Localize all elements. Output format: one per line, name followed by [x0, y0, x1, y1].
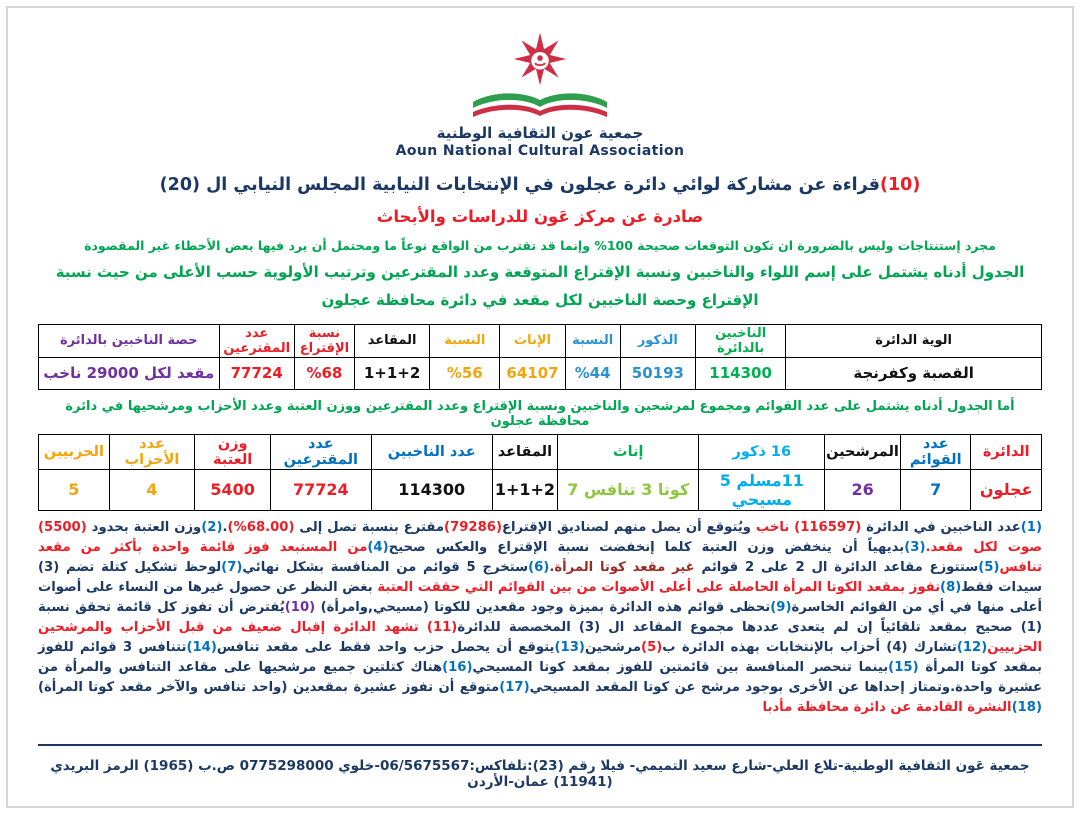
- lists-candidates-value-9: 4: [109, 469, 195, 510]
- analysis-segment-28: يُفترض أن تفوز كل قائمة تحقق نسبة (1) صحيح بمقعد تلقائياً إن لم يتعدى عددها مجموع المقاعد ال (3) المخصصة للدائرة: [38, 599, 1042, 635]
- lists-candidates-value-1: 7: [900, 469, 971, 510]
- district-summary-header-5: النسبة: [430, 324, 500, 357]
- analysis-segment-31: (12): [956, 639, 988, 655]
- analysis-segment-8: (2): [201, 519, 223, 535]
- analysis-segment-5: مقترع بنسبة تصل إلى: [294, 519, 445, 535]
- analysis-segment-3: ويُتوقع أن يصل منهم لصناديق الإقتراع: [501, 519, 756, 535]
- lists-candidates-header-7: عدد المقترعين: [270, 434, 371, 469]
- analysis-segment-32: تشارك (4) أحزاب بالإنتخابات بهذه الدائرة ب: [662, 639, 957, 655]
- table2-intro-text: أما الجدول أدناه يشتمل على عدد القوائم ومجموع لمرشحين والناخبين ونسبة الإقتراع وعدد المقترعين ووزن العتبة وعدد الأحزاب ومرشحيها في دائرة محافظة عجلون: [65, 398, 1015, 429]
- lists-candidates-value-5: 1+1+2: [492, 469, 558, 510]
- page-title-text: قراءة عن مشاركة لوائي دائرة عجلون في الإنتخابات النيابية المجلس النيابي ال (20): [159, 175, 880, 195]
- analysis-segment-44: متوقع أن تفوز عشيرة بمقعدين (واحد تنافس والآخر مقعد كوتا المرأة): [38, 679, 500, 695]
- contact-footer: جمعية عَون الثقافية الوطنية-تلاع العلي-شارع سعيد التميمي- فيلا رقم (23):تلفاكس:06/5675567-خلوي 0775298000 ص.ب (1965) الرمز البريدي (11941) عمان-الأردن: [50, 757, 1030, 790]
- district-summary-header-6: المقاعد: [354, 324, 429, 357]
- analysis-segment-36: يتوقع أن يحصل حزب واحد فقط على مقعد تنافس: [216, 639, 555, 655]
- analysis-segment-38: تتنافس 3 قوائم للفوز بمقعد كوتا المرأة: [38, 639, 1042, 675]
- analysis-segment-1: عدد الناخبين في الدائرة: [861, 519, 1021, 535]
- district-summary-value-7: %68: [294, 357, 354, 389]
- analysis-segment-27: (10): [284, 599, 316, 615]
- analysis-segment-9: وزن العتبة بحدود: [86, 519, 202, 535]
- analysis-segment-21: لوحظ تشكيل كتلة تضم (3) سيدات فقط: [38, 559, 1042, 595]
- analysis-segment-25: (9): [770, 599, 792, 615]
- footer-divider: [38, 744, 1042, 746]
- analysis-segment-45: (18): [1011, 699, 1042, 715]
- analysis-segment-20: (7): [221, 559, 243, 575]
- lists-candidates-header-1: عدد القوائم: [900, 434, 971, 469]
- analysis-segment-46: النشرة القادمة عن دائرة محافظة مأدبا: [762, 699, 1012, 715]
- lists-candidates-value-8: 5400: [195, 469, 271, 510]
- analysis-segment-29: (11): [426, 619, 458, 635]
- open-book-icon: [465, 88, 615, 122]
- analysis-segment-37: (14): [186, 639, 217, 655]
- analysis-segment-42: هناك كتلتين جميع مرشحيها على مقاعد التنافس والمرأة من عشيرة واحدة.وتمتاز إحداها عن الأخرى بوجود مرشح عن كوتا المقعد المسيحي: [38, 659, 1042, 695]
- analysis-segment-19: ستخرج 5 قوائم من المنافسة بشكل نهائي: [242, 559, 529, 575]
- lists-candidates-header-0: الدائرة: [971, 434, 1042, 469]
- district-summary-header-3: النسبة: [565, 324, 620, 357]
- district-summary-table: [38, 324, 1042, 390]
- analysis-segment-16: ستتوزع مقاعد الدائرة ال 2 على 2 قوائم: [694, 559, 979, 575]
- district-summary-value-0: القصبة وكفرنجة: [786, 357, 1042, 389]
- analysis-segment-40: بينما تنحصر المنافسة بين قائمتين للفوز بمقعد كوتا المسيحي: [472, 659, 889, 675]
- district-summary-value-6: 1+1+2: [354, 357, 429, 389]
- lists-candidates-value-6: 114300: [371, 469, 492, 510]
- analysis-segment-11: (3): [904, 539, 926, 555]
- analysis-segment-22: (8): [940, 579, 962, 595]
- lists-candidates-header-10: الحزبيين: [39, 434, 110, 469]
- district-summary-header-0: الوية الدائرة: [786, 324, 1042, 357]
- lists-candidates-value-7: 77724: [270, 469, 371, 510]
- jordan-star-icon: [509, 30, 571, 88]
- association-name-english: Aoun National Cultural Association: [395, 143, 685, 159]
- association-name-arabic: جمعية عون الثقافية الوطنية: [436, 124, 644, 142]
- analysis-segment-0: (1): [1020, 519, 1042, 535]
- district-summary-value-2: 50193: [620, 357, 695, 389]
- analysis-segment-7: .: [222, 519, 228, 535]
- issuer-line: صادرة عن مركز عَون للدراسات والأبحاث: [376, 207, 704, 226]
- analysis-segment-12: بديهياً أن ينخفض وزن العتبة كلما إنخفضت نسبة الإقتراع والعكس صحيح: [388, 539, 905, 555]
- analysis-segment-4: (79286): [444, 519, 502, 535]
- lists-candidates-header-9: عدد الأحزاب: [109, 434, 195, 469]
- association-logo: [38, 30, 1042, 159]
- page-title: [38, 175, 1042, 195]
- lists-candidates-header-3: 16 ذكور: [699, 434, 825, 469]
- lists-candidates-table: [38, 434, 1042, 511]
- lists-candidates-header-8: وزن العتبة: [195, 434, 271, 469]
- lists-candidates-header-2: المرشحين: [825, 434, 901, 469]
- analysis-segment-35: (13): [554, 639, 585, 655]
- bulletin-number: (10): [879, 175, 921, 195]
- analysis-segment-43: (17): [499, 679, 530, 695]
- analysis-segment-2: (116597) ناخب: [755, 519, 862, 535]
- analysis-paragraph: [38, 518, 1042, 718]
- analysis-segment-33: (5): [641, 639, 663, 655]
- analysis-segment-39: (15): [888, 659, 919, 675]
- table1-intro-text: الجدول أدناه يشتمل على إسم اللواء والناخبين ونسبة الإقتراع المتوقعة وعدد المقترعين وترتيب الأولوية حسب الأعلى من حيث نسبة الإقتراع وحصة الناخبين لكل مقعد في دائرة محافظة عجلون: [55, 263, 1025, 309]
- analysis-segment-26: تحظى قوائم هذه الدائرة بميزة وجود مقعدين للكوتا (مسيحي,وامرأة): [315, 599, 771, 615]
- analysis-segment-34: مرشحين: [584, 639, 642, 655]
- analysis-segment-13: (4): [367, 539, 389, 555]
- lists-candidates-header-4: إناث: [558, 434, 699, 469]
- district-summary-value-4: 64107: [500, 357, 565, 389]
- lists-candidates-header-5: المقاعد: [492, 434, 558, 469]
- lists-candidates-value-3: 11مسلم 5 مسيحي: [699, 469, 825, 510]
- district-summary-header-7: نسبة الإقتراع: [294, 324, 354, 357]
- analysis-segment-15: (5): [978, 559, 1000, 575]
- district-summary-header-9: حصة الناخبين بالدائرة: [39, 324, 220, 357]
- district-summary-header-2: الذكور: [620, 324, 695, 357]
- analysis-segment-23: تفوز بمقعد الكوتا المرأة الحاصلة على أعلى الأصوات من بين القوائم التي حققت العتبة: [377, 579, 941, 595]
- district-summary-header-1: الناخبين بالدائرة: [695, 324, 785, 357]
- district-summary-value-3: %44: [565, 357, 620, 389]
- analysis-segment-17: غير مقعد كوتا المرأة.: [549, 559, 695, 575]
- district-summary-value-1: 114300: [695, 357, 785, 389]
- analysis-segment-18: (6): [528, 559, 550, 575]
- lists-candidates-header-6: عدد الناخبين: [371, 434, 492, 469]
- district-summary-value-8: 77724: [219, 357, 294, 389]
- analysis-segment-10: (5500) صوت لكل مقعد.: [38, 519, 1042, 555]
- district-summary-value-5: %56: [430, 357, 500, 389]
- lists-candidates-value-2: 26: [825, 469, 901, 510]
- analysis-segment-41: (16): [442, 659, 473, 675]
- district-summary-value-9: مقعد لكل 29000 ناخب: [39, 357, 220, 389]
- district-summary-header-4: الإناث: [500, 324, 565, 357]
- analysis-segment-14: من المستبعد فوز قائمة واحدة بأكثر من مقعد تنافس: [38, 539, 1043, 575]
- district-summary-header-8: عدد المقترعين: [219, 324, 294, 357]
- analysis-segment-6: (68.00%): [227, 519, 295, 535]
- lists-candidates-value-0: عجلون: [971, 469, 1042, 510]
- lists-candidates-value-10: 5: [39, 469, 110, 510]
- analysis-segment-24: بغض النظر عن حصول غيرها من النساء على أصوات أعلى منها في أي من القوائم الخاسرة: [38, 579, 1042, 615]
- disclaimer-text: مجرد إستنتاجات وليس بالضرورة ان تكون التوقعات صحيحة 100% وإنما قد تقترب من الواقع نوعاً ما ومحتمل أن يرد فيها بعض الأخطاء غير المقصودة: [84, 238, 996, 253]
- lists-candidates-value-4: 7 كوتا 3 تنافس: [558, 469, 699, 510]
- analysis-segment-30: تشهد الدائرة إقبال ضعيف من قبل الأحزاب والمرشحين الحزبيين: [38, 619, 1043, 655]
